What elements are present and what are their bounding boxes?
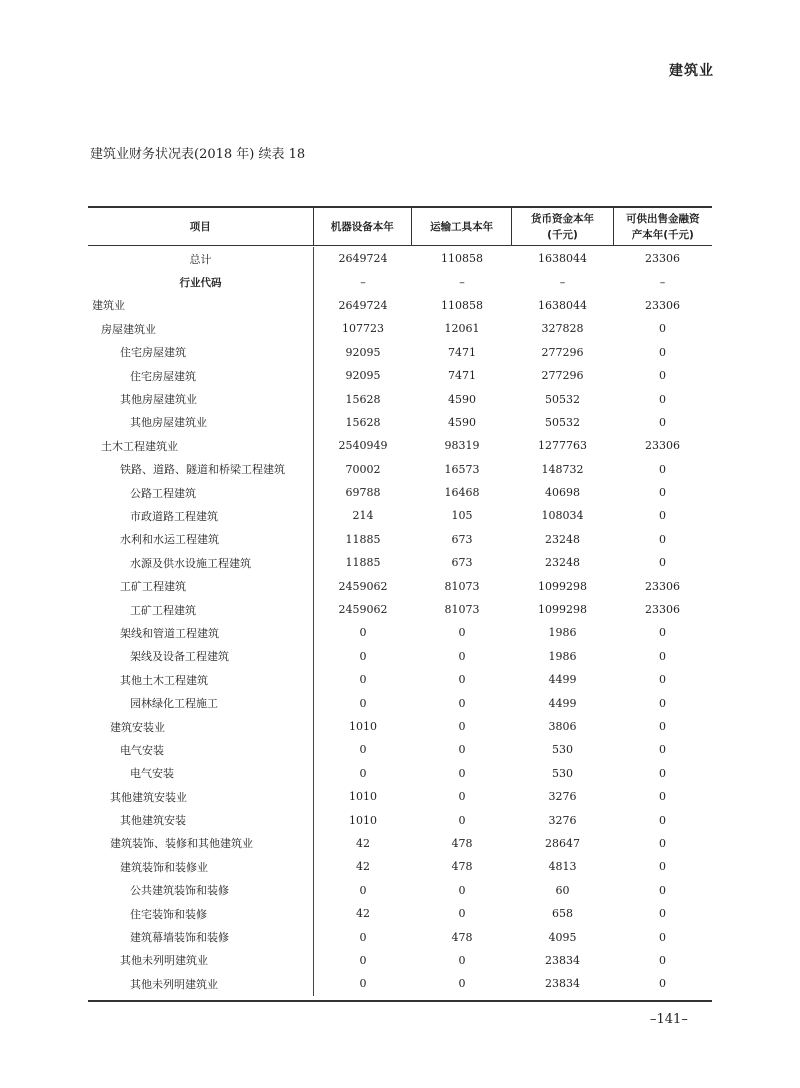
row-label: 建筑安装业: [88, 715, 314, 738]
cell-value: 3806: [548, 720, 577, 733]
row-label: 其他房屋建筑业: [88, 387, 314, 410]
row-label: 住宅房屋建筑: [88, 341, 314, 364]
table-row: [88, 668, 712, 691]
cell-value: 42: [356, 907, 370, 921]
cell-value: 3276: [548, 813, 577, 827]
financial-table: [88, 206, 712, 1002]
cell-value: –: [559, 275, 566, 289]
cell-value: 478: [451, 930, 473, 944]
table-row: [88, 598, 712, 621]
cell-value: 0: [458, 696, 466, 710]
cell-value: 108034: [541, 509, 584, 523]
table-row: [88, 972, 712, 995]
row-label: 其他未列明建筑业: [88, 972, 314, 995]
header-item: [88, 208, 313, 245]
table-row: [88, 528, 712, 551]
cell-value: 7471: [448, 369, 476, 383]
table-row: [88, 574, 712, 597]
cell-value: 277296: [541, 345, 584, 359]
cell-value: 0: [659, 462, 666, 476]
header-machinery: [313, 208, 411, 245]
table-body: [88, 246, 712, 1000]
cell-value: 0: [659, 766, 666, 780]
cell-value: 50532: [545, 392, 580, 406]
row-label: 电气安装: [88, 762, 314, 785]
cell-value: 4095: [548, 930, 577, 944]
cell-value: 0: [458, 953, 466, 967]
cell-value: 2540949: [338, 439, 388, 453]
cell-value: 16468: [444, 486, 480, 500]
table-row: [88, 832, 712, 855]
cell-value: –: [459, 275, 465, 289]
table-row: [88, 949, 712, 972]
row-label: 公共建筑装饰和装修: [88, 879, 314, 902]
cell-value: 70002: [345, 462, 381, 476]
cell-value: 23834: [545, 953, 580, 967]
cell-value: –: [360, 275, 366, 289]
table-title: 建筑业财务状况表(2018 年) 续表 18: [90, 147, 306, 162]
cell-value: 4499: [548, 696, 577, 710]
cell-value: –: [659, 275, 666, 289]
cell-value: 0: [659, 907, 666, 921]
cell-value: 4499: [548, 673, 577, 687]
table-row: [88, 879, 712, 902]
cell-value: 214: [352, 509, 374, 523]
table-row: [88, 458, 712, 481]
page-number: –141–: [650, 1012, 688, 1027]
cell-value: 23306: [645, 252, 680, 266]
row-label: 园林绿化工程施工: [88, 691, 314, 714]
table-row: [88, 270, 712, 293]
cell-value: 0: [659, 696, 666, 710]
cell-value: 2459062: [338, 579, 388, 593]
cell-value: 1986: [548, 649, 577, 663]
row-label: 其他建筑安装: [88, 808, 314, 831]
table-header: [88, 208, 712, 246]
cell-value: 105: [451, 509, 473, 523]
cell-value: 0: [458, 626, 466, 640]
cell-value: 110858: [441, 298, 483, 312]
cell-value: 2649724: [338, 252, 388, 266]
cell-value: 0: [659, 813, 666, 827]
cell-value: 23248: [545, 532, 580, 546]
cell-value: 0: [458, 907, 466, 921]
table-row: [88, 621, 712, 644]
cell-value: 0: [659, 322, 666, 336]
cell-value: 658: [552, 907, 573, 921]
cell-value: 0: [659, 977, 666, 991]
cell-value: 16573: [444, 462, 480, 476]
cell-value: 0: [659, 509, 666, 523]
cell-value: 11885: [345, 532, 381, 546]
row-label: 架线及设备工程建筑: [88, 645, 314, 668]
cell-value: 0: [359, 883, 367, 897]
cell-value: 0: [359, 626, 367, 640]
cell-value: 1010: [349, 813, 377, 827]
table-row: [88, 317, 712, 340]
header-label: 机器设备本年: [330, 220, 394, 233]
row-label: 架线和管道工程建筑: [88, 621, 314, 644]
cell-value: 0: [659, 369, 666, 383]
cell-value: 1986: [548, 626, 577, 640]
table-row: [88, 855, 712, 878]
cell-value: 277296: [541, 369, 584, 383]
row-label: 其他土木工程建筑: [88, 668, 314, 691]
cell-value: 23834: [545, 977, 580, 991]
cell-value: 7471: [448, 345, 476, 359]
cell-value: 92095: [345, 369, 381, 383]
cell-value: 0: [659, 626, 666, 640]
table-row: [88, 925, 712, 948]
cell-value: 42: [356, 860, 370, 874]
table-row: [88, 808, 712, 831]
cell-value: 0: [359, 977, 367, 991]
cell-value: 69788: [345, 486, 381, 500]
cell-value: 148732: [541, 462, 584, 476]
cell-value: 0: [659, 345, 666, 359]
cell-value: 0: [659, 836, 666, 850]
table-row: [88, 341, 712, 364]
cell-value: 0: [659, 392, 666, 406]
table-row: [88, 551, 712, 574]
cell-value: 0: [458, 790, 466, 804]
row-label: 工矿工程建筑: [88, 598, 314, 621]
cell-value: 478: [451, 860, 473, 874]
row-label: 建筑幕墙装饰和装修: [88, 925, 314, 948]
cell-value: 23306: [645, 603, 680, 617]
cell-value: 1099298: [538, 579, 587, 593]
cell-value: 327828: [541, 322, 584, 336]
table-row: [88, 504, 712, 527]
cell-value: 0: [659, 930, 666, 944]
cell-value: 23306: [645, 439, 680, 453]
cell-value: 0: [659, 860, 666, 874]
cell-value: 11885: [345, 556, 381, 570]
cell-value: 0: [458, 883, 466, 897]
row-label: 水源及供水设施工程建筑: [88, 551, 314, 574]
cell-value: 1010: [349, 790, 377, 804]
cell-value: 98319: [444, 439, 480, 453]
cell-value: 1638044: [538, 298, 587, 312]
table-row: [88, 411, 712, 434]
row-label: 工矿工程建筑: [88, 574, 314, 597]
cell-value: 0: [458, 977, 466, 991]
cell-value: 0: [659, 743, 666, 757]
cell-value: 4813: [548, 860, 577, 874]
cell-value: 40698: [545, 486, 580, 500]
cell-value: 0: [458, 813, 466, 827]
cell-value: 50532: [545, 415, 580, 429]
cell-value: 0: [359, 696, 367, 710]
cell-value: 81073: [444, 579, 480, 593]
cell-value: 0: [659, 486, 666, 500]
cell-value: 1638044: [538, 252, 587, 266]
cell-value: 0: [659, 415, 666, 429]
cell-value: 530: [552, 766, 573, 780]
cell-value: 0: [659, 953, 666, 967]
table-row: [88, 691, 712, 714]
cell-value: 0: [659, 532, 666, 546]
table-row: [88, 434, 712, 457]
cell-value: 28647: [545, 836, 580, 850]
cell-value: 0: [659, 673, 666, 687]
cell-value: 23306: [645, 579, 680, 593]
cell-value: 0: [659, 790, 666, 804]
cell-value: 0: [659, 556, 666, 570]
cell-value: 0: [458, 766, 466, 780]
cell-value: 478: [451, 836, 473, 850]
row-label: 水利和水运工程建筑: [88, 528, 314, 551]
row-label: 总计: [88, 247, 314, 270]
cell-value: 0: [458, 673, 466, 687]
table-row: [88, 387, 712, 410]
table-row: [88, 715, 712, 738]
cell-value: 1277763: [538, 439, 587, 453]
table-row: [88, 481, 712, 504]
cell-value: 23248: [545, 556, 580, 570]
cell-value: 4590: [448, 415, 476, 429]
cell-value: 0: [659, 720, 666, 733]
row-label: 其他房屋建筑业: [88, 411, 314, 434]
cell-value: 0: [359, 673, 367, 687]
cell-value: 0: [458, 743, 466, 757]
row-label: 其他未列明建筑业: [88, 949, 314, 972]
header-label: 可供出售金融资 产本年(千元): [626, 212, 700, 241]
cell-value: 530: [552, 743, 573, 757]
header-label: 货币资金本年 (千元): [530, 212, 594, 241]
cell-value: 0: [458, 720, 466, 733]
cell-value: 0: [359, 743, 367, 757]
cell-value: 42: [356, 836, 370, 850]
cell-value: 2649724: [338, 298, 388, 312]
cell-value: 92095: [345, 345, 381, 359]
row-label: 市政道路工程建筑: [88, 504, 314, 527]
table-row: [88, 762, 712, 785]
running-head: 建筑业: [669, 63, 714, 79]
row-label: 建筑业: [88, 294, 314, 317]
cell-value: 673: [451, 556, 473, 570]
cell-value: 1010: [349, 720, 377, 733]
cell-value: 60: [555, 883, 570, 897]
row-label: 建筑装饰和装修业: [88, 855, 314, 878]
cell-value: 1099298: [538, 603, 587, 617]
cell-value: 0: [659, 883, 666, 897]
cell-value: 0: [359, 766, 367, 780]
table-row: [88, 738, 712, 761]
cell-value: 15628: [345, 392, 381, 406]
cell-value: 15628: [345, 415, 381, 429]
row-label: 电气安装: [88, 738, 314, 761]
cell-value: 0: [458, 649, 466, 663]
cell-value: 4590: [448, 392, 476, 406]
row-label: 住宅房屋建筑: [88, 364, 314, 387]
row-label: 铁路、道路、隧道和桥梁工程建筑: [88, 458, 314, 481]
table-row: [88, 364, 712, 387]
cell-value: 107723: [342, 322, 384, 336]
cell-value: 81073: [444, 603, 480, 617]
cell-value: 673: [451, 532, 473, 546]
row-label: 住宅装饰和装修: [88, 902, 314, 925]
cell-value: 0: [359, 649, 367, 663]
table-row: [88, 785, 712, 808]
cell-value: 0: [659, 649, 666, 663]
row-label: 行业代码: [88, 270, 314, 293]
cell-value: 0: [359, 953, 367, 967]
cell-value: 12061: [444, 322, 480, 336]
row-label: 建筑装饰、装修和其他建筑业: [88, 832, 314, 855]
header-afs-assets: [613, 208, 712, 245]
header-transport: [411, 208, 511, 245]
header-label: 项目: [189, 220, 211, 233]
table-row: [88, 645, 712, 668]
cell-value: 23306: [645, 298, 680, 312]
row-label: 房屋建筑业: [88, 317, 314, 340]
table-row: [88, 294, 712, 317]
row-label: 公路工程建筑: [88, 481, 314, 504]
row-label: 其他建筑安装业: [88, 785, 314, 808]
cell-value: 3276: [548, 790, 577, 804]
row-label: 土木工程建筑业: [88, 434, 314, 457]
cell-value: 110858: [441, 252, 483, 266]
table-row: [88, 247, 712, 270]
header-label: 运输工具本年: [430, 220, 494, 233]
cell-value: 2459062: [338, 603, 388, 617]
cell-value: 0: [359, 930, 367, 944]
header-cash: [511, 208, 612, 245]
table-row: [88, 902, 712, 925]
